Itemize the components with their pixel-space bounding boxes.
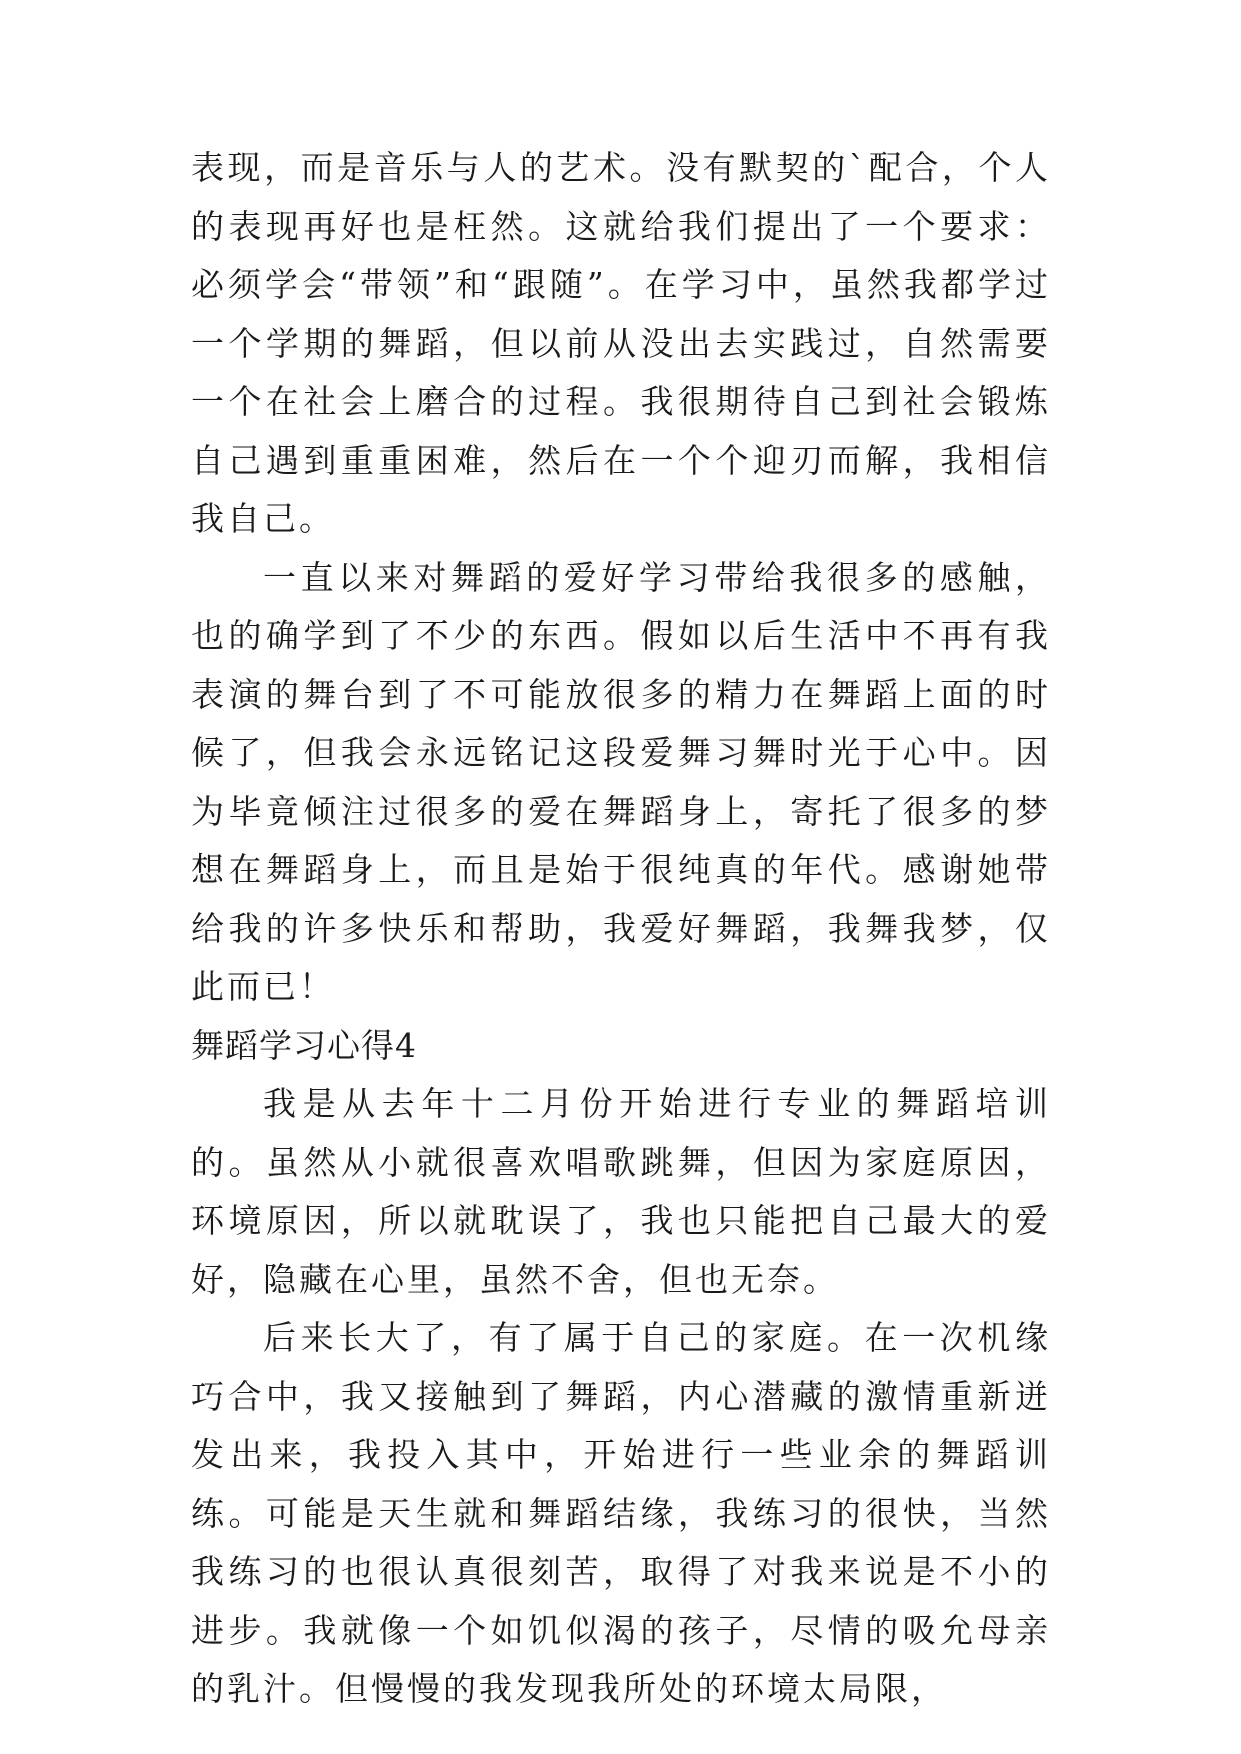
paragraph-continued: 表现，而是音乐与人的艺术。没有默契的`配合，个人的表现再好也是枉然。这就给我们提出了一个要求：必须学会“带领”和“跟随”。在学习中，虽然我都学过一个学期的舞蹈，但以前从没出去实践过，自然需要一个在社会上磨合的过程。我很期待自己到社会锻炼自己遇到重重困难，然后在一个个迎刃而解，我相信我自己。 <box>191 148 1051 538</box>
paragraph-training-start: 我是从去年十二月份开始进行专业的舞蹈培训的。虽然从小就很喜欢唱歌跳舞，但因为家庭原因，环境原因，所以就耽误了，我也只能把自己最大的爱好，隐藏在心里，虽然不舍，但也无奈。 <box>191 1084 1051 1299</box>
document-body <box>191 139 1051 1719</box>
section-heading: 舞蹈学习心得4 <box>191 1025 417 1065</box>
paragraph-growing-up: 后来长大了，有了属于自己的家庭。在一次机缘巧合中，我又接触到了舞蹈，内心潜藏的激情重新迸发出来，我投入其中，开始进行一些业余的舞蹈训练。可能是天生就和舞蹈结缘，我练习的很快，当然我练习的也很认真很刻苦，取得了对我来说是不小的进步。我就像一个如饥似渴的孩子，尽情的吸允母亲的乳汁。但慢慢的我发现我所处的环境太局限， <box>191 1318 1051 1708</box>
paragraph-dance-reflection: 一直以来对舞蹈的爱好学习带给我很多的感触，也的确学到了不少的东西。假如以后生活中不再有我表演的舞台到了不可能放很多的精力在舞蹈上面的时候了，但我会永远铭记这段爱舞习舞时光于心中。因为毕竟倾注过很多的爱在舞蹈身上，寄托了很多的梦想在舞蹈身上，而且是始于很纯真的年代。感谢她带给我的许多快乐和帮助，我爱好舞蹈，我舞我梦，仅此而已！ <box>191 557 1051 1006</box>
